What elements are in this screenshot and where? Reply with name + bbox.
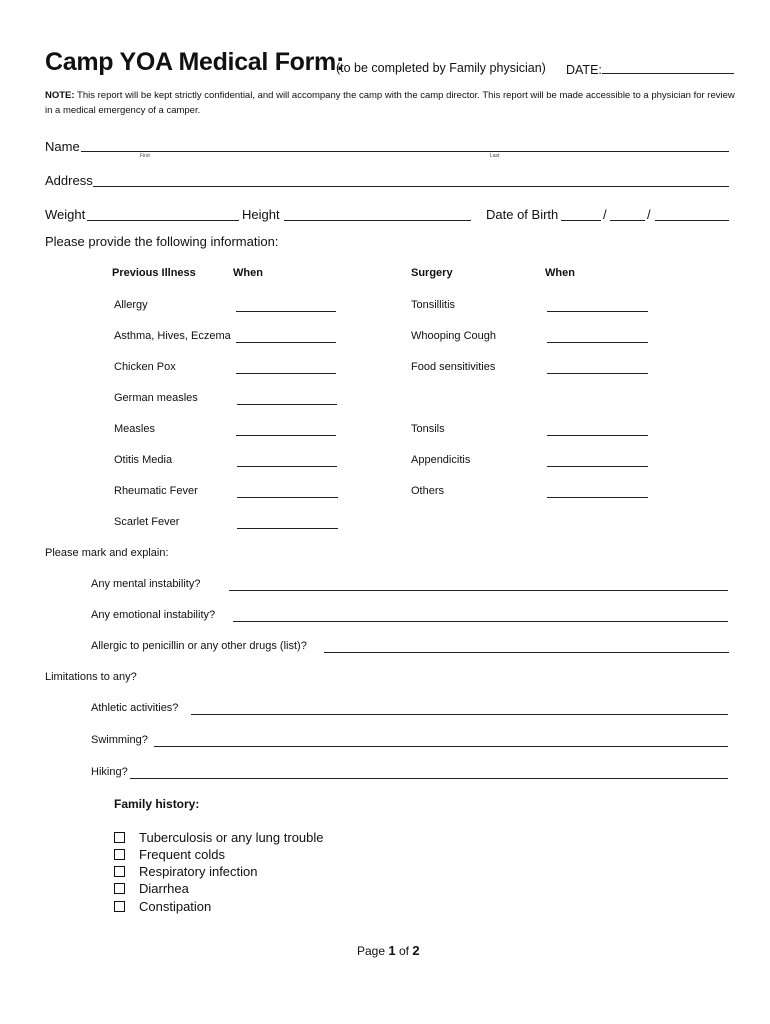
surgery-item: Whooping Cough (411, 330, 497, 342)
checkbox-icon[interactable] (114, 883, 125, 894)
info-prompt: Please provide the following information: (45, 234, 279, 249)
dob-label: Date of Birth (486, 207, 559, 222)
illness-when-line[interactable] (237, 497, 338, 498)
illness-item: Asthma, Hives, Eczema (114, 330, 231, 342)
dob-month-line[interactable] (561, 220, 601, 221)
hiking-line[interactable] (130, 778, 728, 779)
hiking-question: Hiking? (91, 766, 128, 778)
family-history-item[interactable] (114, 899, 211, 914)
family-history-item-label: Respiratory infection (139, 864, 258, 879)
surgery-item: Tonsillitis (411, 299, 456, 311)
illness-when-line[interactable] (237, 466, 337, 467)
illness-when-line[interactable] (236, 373, 336, 374)
surgery-when-line[interactable] (547, 342, 648, 343)
family-history-item[interactable] (114, 830, 324, 845)
illness-item: Scarlet Fever (114, 516, 180, 528)
surgery-header: Surgery (411, 267, 453, 279)
swimming-line[interactable] (154, 746, 728, 747)
form-title: Camp YOA Medical Form: (45, 48, 345, 76)
surgery-when-line[interactable] (547, 373, 648, 374)
page-label: Page (357, 944, 386, 958)
page-number (357, 943, 420, 958)
surgery-when-line[interactable] (547, 311, 648, 312)
illness-item: Otitis Media (114, 454, 173, 466)
illness-when-line[interactable] (236, 435, 336, 436)
family-history-label: Family history: (114, 797, 200, 811)
limitations-label: Limitations to any? (45, 671, 137, 683)
family-history-item[interactable] (114, 864, 258, 879)
allergy-drugs-line[interactable] (324, 652, 729, 653)
surgery-item: Appendicitis (411, 454, 471, 466)
illness-when-line[interactable] (236, 342, 336, 343)
family-history-item-label: Diarrhea (139, 881, 189, 896)
last-hint: Last (490, 153, 500, 159)
height-label: Height (242, 207, 280, 222)
form-subtitle: (to be completed by Family physician) (336, 61, 546, 75)
surgery-when-line[interactable] (547, 497, 648, 498)
note-text: This report will be kept strictly confidential, and will accompany the camp with the camp director. This report will be made accessible to a physician for review in a medical emergency of a camper. (45, 90, 735, 116)
dob-day-line[interactable] (610, 220, 645, 221)
dob-separator: / (603, 207, 607, 222)
family-history-item[interactable] (114, 881, 189, 896)
illness-item: German measles (114, 392, 198, 404)
family-history-item[interactable] (114, 847, 225, 862)
illness-when-line[interactable] (237, 528, 338, 529)
date-field[interactable] (566, 61, 734, 77)
illness-item: Allergy (114, 299, 148, 311)
name-line[interactable] (81, 151, 729, 152)
surgery-when-line[interactable] (547, 435, 648, 436)
allergy-drugs-question: Allergic to penicillin or any other drugs (list)? (91, 640, 307, 652)
page-total: 2 (412, 943, 420, 958)
checkbox-icon[interactable] (114, 849, 125, 860)
surgery-item: Others (411, 485, 445, 497)
family-history-item-label: Tuberculosis or any lung trouble (139, 830, 324, 845)
family-history-item-label: Constipation (139, 899, 212, 914)
mark-explain-label: Please mark and explain: (45, 547, 169, 559)
dob-year-line[interactable] (655, 220, 729, 221)
mental-instability-line[interactable] (229, 590, 728, 591)
surgery-item: Food sensitivities (411, 361, 496, 373)
athletic-question: Athletic activities? (91, 702, 179, 714)
address-line[interactable] (93, 186, 729, 187)
family-history-item-label: Frequent colds (139, 847, 225, 862)
name-label: Name (45, 139, 80, 154)
weight-line[interactable] (87, 220, 239, 221)
dob-separator: / (647, 207, 651, 222)
date-label: DATE: (566, 63, 602, 77)
weight-label: Weight (45, 207, 86, 222)
note-label: NOTE: (45, 90, 75, 101)
illness-when-line[interactable] (236, 311, 336, 312)
surgery-when-line[interactable] (547, 466, 648, 467)
illness-item: Measles (114, 423, 155, 435)
illness-when-line[interactable] (237, 404, 337, 405)
illness-when-header: When (233, 267, 263, 279)
page-of: of (398, 944, 409, 958)
page-current: 1 (388, 943, 396, 958)
surgery-item: Tonsils (411, 423, 445, 435)
swimming-question: Swimming? (91, 734, 148, 746)
checkbox-icon[interactable] (114, 901, 125, 912)
confidentiality-note (45, 88, 735, 118)
emotional-instability-line[interactable] (233, 621, 728, 622)
mental-instability-question: Any mental instability? (91, 578, 201, 590)
athletic-line[interactable] (191, 714, 728, 715)
previous-illness-header: Previous Illness (112, 267, 196, 279)
first-hint: First (140, 153, 150, 159)
date-line[interactable] (602, 61, 734, 74)
illness-item: Rheumatic Fever (114, 485, 198, 497)
address-label: Address (45, 173, 93, 188)
checkbox-icon[interactable] (114, 866, 125, 877)
emotional-instability-question: Any emotional instability? (91, 609, 216, 621)
surgery-when-header: When (545, 267, 575, 279)
illness-item: Chicken Pox (114, 361, 176, 373)
height-line[interactable] (284, 220, 471, 221)
checkbox-icon[interactable] (114, 832, 125, 843)
